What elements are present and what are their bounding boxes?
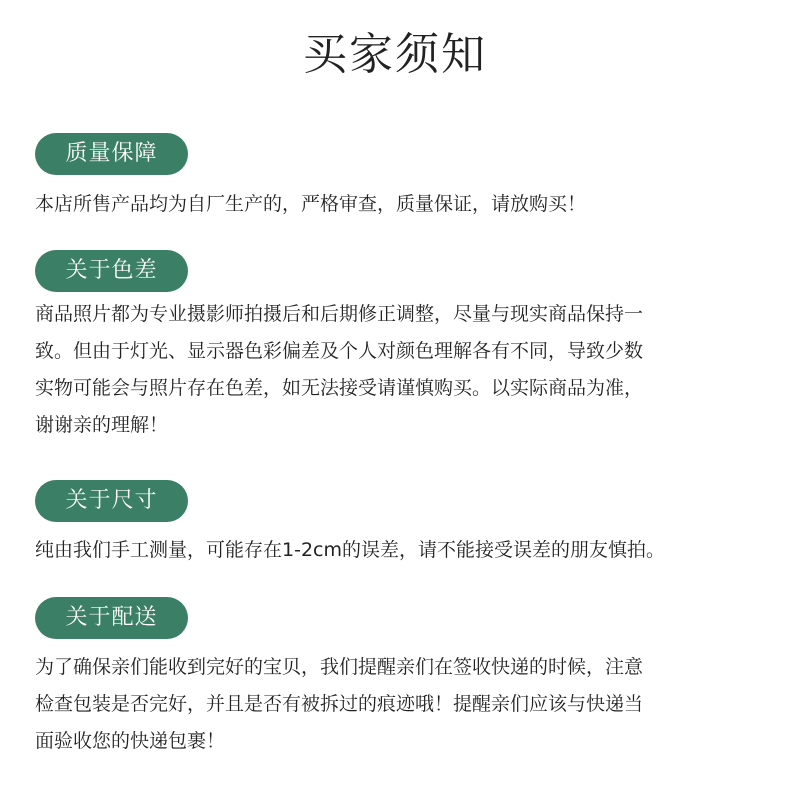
text-line: 面验收您的快递包裹！ bbox=[35, 730, 226, 752]
text-line: 致。但由于灯光、显示器色彩偏差及个人对颜色理解各有不同，导致少数 bbox=[35, 340, 644, 362]
section-text-quality bbox=[35, 186, 760, 223]
section-text-size bbox=[35, 532, 760, 569]
section-text-color bbox=[35, 296, 760, 444]
section-heading-color: 关于色差 bbox=[35, 250, 188, 292]
text-line: 本店所售产品均为自厂生产的，严格审查，质量保证，请放购买！ bbox=[35, 193, 587, 215]
section-heading-delivery: 关于配送 bbox=[35, 597, 188, 639]
text-line: 实物可能会与照片存在色差，如无法接受请谨慎购买。以实际商品为准， bbox=[35, 377, 644, 399]
section-text-delivery bbox=[35, 649, 760, 760]
section-heading-size: 关于尺寸 bbox=[35, 480, 188, 522]
section-heading-quality: 质量保障 bbox=[35, 133, 188, 175]
text-line: 谢谢亲的理解！ bbox=[35, 414, 169, 436]
text-line: 纯由我们手工测量，可能存在1-2cm的误差，请不能接受误差的朋友慎拍。 bbox=[35, 539, 665, 561]
page-title: 买家须知 bbox=[303, 29, 487, 80]
text-line: 检查包装是否完好，并且是否有被拆过的痕迹哦！提醒亲们应该与快递当 bbox=[35, 693, 644, 715]
text-line: 商品照片都为专业摄影师拍摄后和后期修正调整，尽量与现实商品保持一 bbox=[35, 303, 644, 325]
text-line: 为了确保亲们能收到完好的宝贝，我们提醒亲们在签收快递的时候，注意 bbox=[35, 656, 644, 678]
